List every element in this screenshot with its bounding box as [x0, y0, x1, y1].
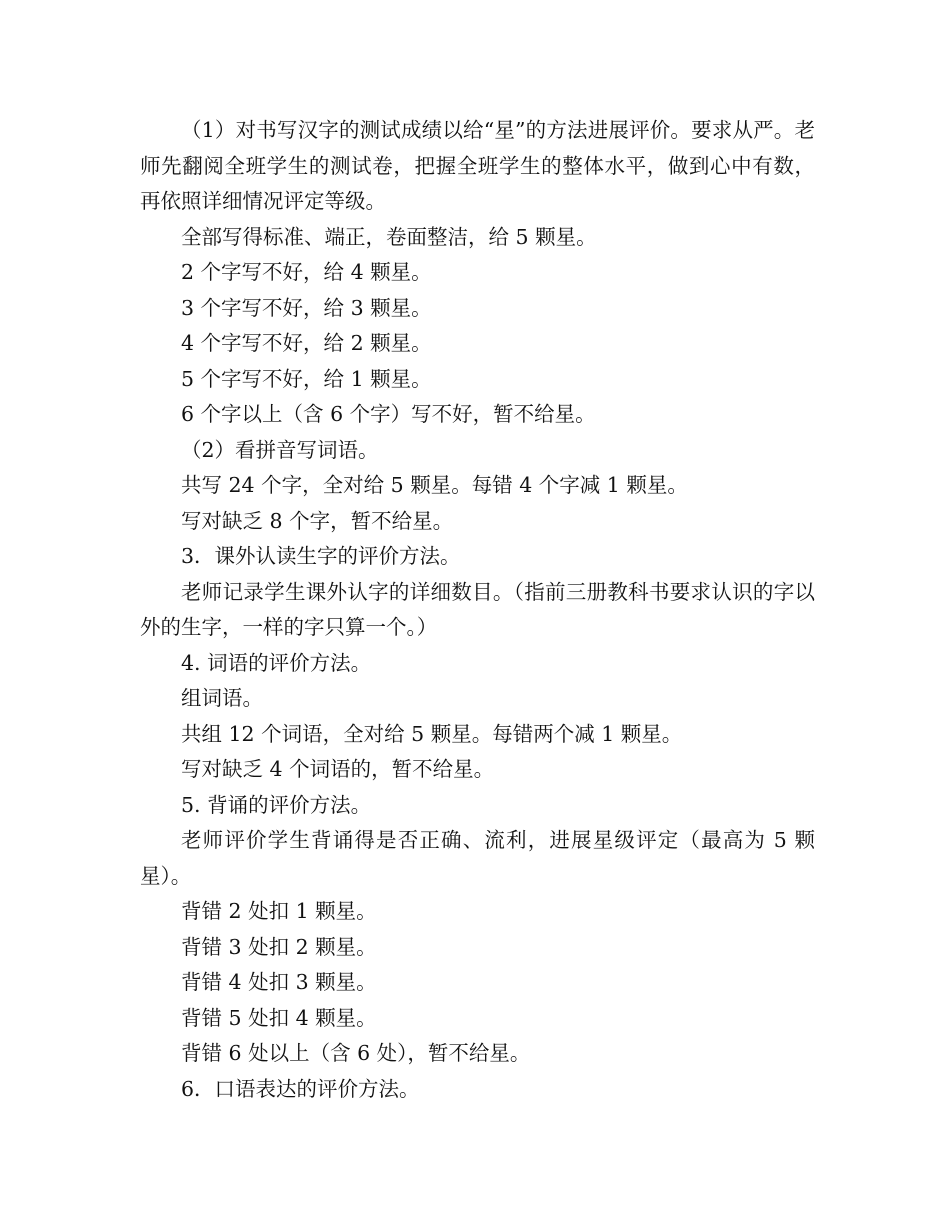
paragraph-recitation-rating: 老师评价学生背诵得是否正确、流利，进展星级评定（最高为 5 颗星）。	[140, 828, 815, 888]
paragraph-pinyin-no-star: 写对缺乏 8 个字，暂不给星。	[181, 508, 454, 533]
section-heading-3: 3．课外认读生字的评价方法。	[181, 544, 461, 568]
paragraph-recite-3-errors: 背错 3 处扣 2 颗星。	[181, 934, 377, 959]
paragraph-pinyin-rule: 共写 24 个字，全对给 5 颗星。每错 4 个字减 1 颗星。	[181, 473, 688, 497]
paragraph-pinyin-heading: （2）看拼音写词语。	[181, 437, 379, 462]
paragraph-rule-1-star: 5 个字写不好，给 1 颗星。	[181, 366, 432, 391]
section-heading-4: 4. 词语的评价方法。	[181, 650, 372, 675]
paragraph-recite-4-errors: 背错 4 处扣 3 颗星。	[181, 970, 377, 994]
paragraph-word-forming: 组词语。	[181, 686, 263, 710]
paragraph-rule-3-stars: 3 个字写不好，给 3 颗星。	[181, 295, 432, 320]
paragraph-handwriting-rating: （1）对书写汉字的测试成绩以给“星”的方法进展评价。要求从严。老师先翻阅全班学生的测试卷，把握全班学生的整体水平，做到心中有数，再依照详细情况评定等级。	[140, 118, 815, 213]
paragraph-rule-no-star: 6 个字以上（含 6 个字）写不好，暂不给星。	[181, 402, 596, 426]
paragraph-recite-6-errors: 背错 6 处以上（含 6 处），暂不给星。	[181, 1041, 531, 1065]
paragraph-rule-5-stars: 全部写得标准、端正，卷面整洁，给 5 颗星。	[181, 224, 597, 249]
section-heading-6: 6．口语表达的评价方法。	[181, 1076, 420, 1101]
paragraph-rule-2-stars: 4 个字写不好，给 2 颗星。	[181, 331, 432, 355]
paragraph-word-no-star: 写对缺乏 4 个词语的，暂不给星。	[181, 757, 495, 781]
paragraph-reading-record: 老师记录学生课外认字的详细数目。（指前三册教科书要求认识的字以外的生字，一样的字只算一个。）	[140, 579, 815, 639]
section-heading-5: 5. 背诵的评价方法。	[181, 792, 372, 817]
paragraph-word-rule: 共组 12 个词语，全对给 5 颗星。每错两个减 1 颗星。	[181, 721, 683, 746]
paragraph-rule-4-stars: 2 个字写不好，给 4 颗星。	[181, 260, 432, 284]
paragraph-recite-5-errors: 背错 5 处扣 4 颗星。	[181, 1005, 377, 1030]
paragraph-recite-2-errors: 背错 2 处扣 1 颗星。	[181, 899, 377, 923]
document-body	[140, 113, 815, 1107]
